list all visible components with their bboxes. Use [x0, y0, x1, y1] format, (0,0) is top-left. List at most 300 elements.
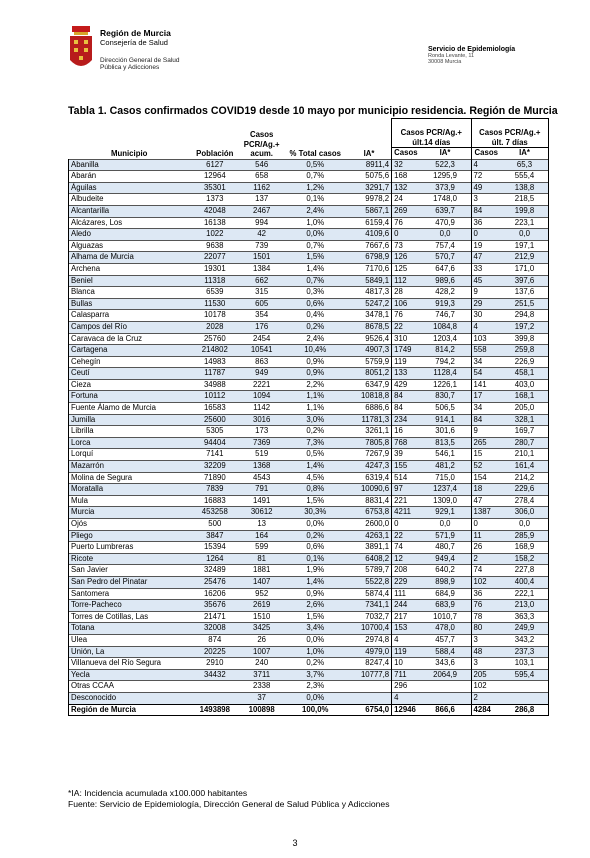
table-cell: Blanca: [69, 287, 190, 299]
table-cell: 22: [392, 530, 420, 542]
table-cell: 3478,1: [347, 310, 392, 322]
table-cell: 1226,1: [420, 379, 471, 391]
table-cell: 1748,0: [420, 194, 471, 206]
col-header-ia7: IA*: [501, 148, 549, 160]
table-cell: 2,4%: [284, 205, 347, 217]
table-cell: 949: [240, 368, 284, 380]
table-cell: 546,1: [420, 449, 471, 461]
table-row: [69, 600, 549, 612]
table-cell: 0,2%: [284, 426, 347, 438]
table-cell: 103,1: [501, 658, 549, 670]
table-cell: 7170,6: [347, 263, 392, 275]
table-row: [69, 403, 549, 415]
table-cell: 19: [471, 240, 501, 252]
table-cell: 5522,8: [347, 576, 392, 588]
table-cell: 11787: [190, 368, 240, 380]
table-cell: Otras CCAA: [69, 681, 190, 693]
table-cell: 328,1: [501, 414, 549, 426]
table-cell: 794,2: [420, 356, 471, 368]
cases-table: [68, 118, 549, 716]
table-cell: 711: [392, 669, 420, 681]
table-cell: 662: [240, 275, 284, 287]
table-row: [69, 530, 549, 542]
table-cell: 0,9%: [284, 356, 347, 368]
table-cell: 37: [240, 692, 284, 704]
table-row: [69, 426, 549, 438]
table-cell: 814,2: [420, 345, 471, 357]
table-cell: 94404: [190, 437, 240, 449]
table-cell: 14983: [190, 356, 240, 368]
table-cell: 76: [392, 217, 420, 229]
table-cell: 210,1: [501, 449, 549, 461]
table-cell: 3291,7: [347, 182, 392, 194]
service-header: [428, 46, 515, 65]
table-cell: 658: [240, 171, 284, 183]
table-cell: 16883: [190, 495, 240, 507]
col-header-pct-total: % Total casos: [289, 149, 341, 159]
table-cell: 506,5: [420, 403, 471, 415]
table-cell: 12964: [190, 171, 240, 183]
table-cell: 571,9: [420, 530, 471, 542]
total-cell: Región de Murcia: [69, 704, 190, 716]
table-cell: 595,4: [501, 669, 549, 681]
table-cell: 0,0%: [284, 229, 347, 241]
table-cell: 428,2: [420, 287, 471, 299]
table-cell: 33: [471, 263, 501, 275]
table-cell: 0,7%: [284, 171, 347, 183]
table-cell: Desconocido: [69, 692, 190, 704]
table-cell: 0,1%: [284, 194, 347, 206]
table-cell: 168,9: [501, 542, 549, 554]
table-row: [69, 356, 549, 368]
table-cell: 1203,4: [420, 333, 471, 345]
table-cell: 280,7: [501, 437, 549, 449]
table-cell: 169,7: [501, 426, 549, 438]
table-cell: 1368: [240, 461, 284, 473]
table-row: [69, 263, 549, 275]
table-cell: 0,3%: [284, 287, 347, 299]
table-cell: 1,4%: [284, 263, 347, 275]
table-cell: 2028: [190, 321, 240, 333]
table-cell: 39: [392, 449, 420, 461]
table-cell: 1,5%: [284, 611, 347, 623]
region-crest-icon: [68, 26, 94, 74]
address-line1: Ronda Levante, 11: [428, 53, 475, 59]
table-cell: [347, 681, 392, 693]
table-cell: Alcantarilla: [69, 205, 190, 217]
table-cell: 32008: [190, 623, 240, 635]
table-cell: 1084,8: [420, 321, 471, 333]
table-cell: Ricote: [69, 553, 190, 565]
table-cell: 4,5%: [284, 472, 347, 484]
table-cell: 6319,4: [347, 472, 392, 484]
table-cell: 0,2%: [284, 321, 347, 333]
table-cell: 10541: [240, 345, 284, 357]
table-cell: 1510: [240, 611, 284, 623]
table-cell: 74: [392, 542, 420, 554]
table-cell: Pliego: [69, 530, 190, 542]
table-cell: 684,9: [420, 588, 471, 600]
table-cell: 1384: [240, 263, 284, 275]
table-cell: 168: [392, 171, 420, 183]
table-cell: 141: [471, 379, 501, 391]
table-cell: 35301: [190, 182, 240, 194]
table-cell: 47: [471, 252, 501, 264]
table-cell: 830,7: [420, 391, 471, 403]
table-cell: 32489: [190, 565, 240, 577]
table-cell: 6408,2: [347, 553, 392, 565]
table-row: [69, 379, 549, 391]
table-cell: 500: [190, 519, 240, 531]
table-cell: 52: [471, 461, 501, 473]
table-row: [69, 495, 549, 507]
table-cell: 11: [471, 530, 501, 542]
table-cell: 49: [471, 182, 501, 194]
table-cell: San Javier: [69, 565, 190, 577]
total-cell: 100898: [240, 704, 284, 716]
total-cell: 12946: [392, 704, 420, 716]
table-cell: 522,3: [420, 159, 471, 171]
table-cell: Aledo: [69, 229, 190, 241]
table-cell: 1,5%: [284, 495, 347, 507]
table-cell: [190, 681, 240, 693]
table-cell: 914,1: [420, 414, 471, 426]
table-cell: 9526,4: [347, 333, 392, 345]
table-cell: 265: [471, 437, 501, 449]
table-cell: 470,9: [420, 217, 471, 229]
table-cell: 222,1: [501, 588, 549, 600]
table-cell: 5759,9: [347, 356, 392, 368]
table-cell: 0,7%: [284, 240, 347, 252]
table-notes: [68, 788, 390, 810]
table-cell: Fortuna: [69, 391, 190, 403]
total-cell: 866,6: [420, 704, 471, 716]
col-header-ia: IA*: [363, 149, 375, 159]
table-cell: Cartagena: [69, 345, 190, 357]
table-cell: Molina de Segura: [69, 472, 190, 484]
table-cell: 403,0: [501, 379, 549, 391]
table-cell: 47: [471, 495, 501, 507]
table-cell: 6159,4: [347, 217, 392, 229]
table-cell: 15394: [190, 542, 240, 554]
col-header-casos7: Casos: [474, 148, 498, 157]
table-cell: 3711: [240, 669, 284, 681]
table-row: [69, 159, 549, 171]
table-row: [69, 217, 549, 229]
table-cell: Ulea: [69, 634, 190, 646]
table-cell: 32209: [190, 461, 240, 473]
table-cell: 1373: [190, 194, 240, 206]
table-cell: 791: [240, 484, 284, 496]
table-cell: 251,5: [501, 298, 549, 310]
table-cell: 8247,4: [347, 658, 392, 670]
table-row: [69, 310, 549, 322]
table-row: [69, 437, 549, 449]
table-row: [69, 646, 549, 658]
table-cell: 237,3: [501, 646, 549, 658]
table-cell: 0: [471, 519, 501, 531]
table-cell: 106: [392, 298, 420, 310]
table-cell: Alguazas: [69, 240, 190, 252]
table-cell: 173: [240, 426, 284, 438]
table-cell: 234: [392, 414, 420, 426]
table-cell: 74: [471, 565, 501, 577]
table-cell: 4979,0: [347, 646, 392, 658]
table-cell: 3261,1: [347, 426, 392, 438]
table-title: Tabla 1. Casos confirmados COVID19 desde 10 mayo por municipio residencia. Región de Murcia: [68, 105, 558, 117]
table-cell: 8831,4: [347, 495, 392, 507]
table-cell: 20225: [190, 646, 240, 658]
table-cell: 0,5%: [284, 159, 347, 171]
table-cell: 36: [471, 588, 501, 600]
table-cell: 929,1: [420, 507, 471, 519]
table-cell: 0,4%: [284, 310, 347, 322]
table-cell: 0,0%: [284, 634, 347, 646]
table-cell: 16583: [190, 403, 240, 415]
table-cell: 72: [471, 171, 501, 183]
table-cell: 9638: [190, 240, 240, 252]
table-cell: 310: [392, 333, 420, 345]
table-cell: 7369: [240, 437, 284, 449]
table-cell: 25476: [190, 576, 240, 588]
table-cell: 205: [471, 669, 501, 681]
table-cell: 6886,6: [347, 403, 392, 415]
table-row: [69, 414, 549, 426]
table-row: [69, 391, 549, 403]
table-cell: 1295,9: [420, 171, 471, 183]
table-cell: 546: [240, 159, 284, 171]
table-cell: 457,7: [420, 634, 471, 646]
table-row: [69, 171, 549, 183]
table-cell: 81: [240, 553, 284, 565]
table-cell: 480,7: [420, 542, 471, 554]
table-cell: 42: [240, 229, 284, 241]
table-cell: 599: [240, 542, 284, 554]
table-cell: 244: [392, 600, 420, 612]
table-cell: 4211: [392, 507, 420, 519]
table-cell: 18: [471, 484, 501, 496]
table-cell: 0,9%: [284, 588, 347, 600]
table-cell: 11781,3: [347, 414, 392, 426]
table-cell: 647,6: [420, 263, 471, 275]
table-row: [69, 275, 549, 287]
table-cell: 1162: [240, 182, 284, 194]
table-cell: 1491: [240, 495, 284, 507]
table-cell: 989,6: [420, 275, 471, 287]
table-cell: 558: [471, 345, 501, 357]
table-row: [69, 472, 549, 484]
table-cell: 1387: [471, 507, 501, 519]
table-cell: 2: [471, 553, 501, 565]
table-cell: 478,0: [420, 623, 471, 635]
table-row: [69, 368, 549, 380]
table-cell: 1022: [190, 229, 240, 241]
table-cell: 0,6%: [284, 298, 347, 310]
table-cell: 84: [471, 414, 501, 426]
table-cell: 8911,4: [347, 159, 392, 171]
table-cell: 301,6: [420, 426, 471, 438]
table-cell: 155: [392, 461, 420, 473]
table-cell: 32: [392, 159, 420, 171]
table-cell: 119: [392, 646, 420, 658]
table-cell: 4: [471, 159, 501, 171]
table-cell: 1,4%: [284, 461, 347, 473]
table-row: [69, 229, 549, 241]
table-cell: Fuente Álamo de Murcia: [69, 403, 190, 415]
table-row: [69, 333, 549, 345]
org-dg-line1: Dirección General de Salud: [100, 57, 180, 64]
table-cell: Torre-Pacheco: [69, 600, 190, 612]
table-cell: 4817,3: [347, 287, 392, 299]
table-cell: 223,1: [501, 217, 549, 229]
table-cell: 0,6%: [284, 542, 347, 554]
table-cell: 36: [471, 217, 501, 229]
table-row: [69, 576, 549, 588]
table-cell: 0,0: [420, 519, 471, 531]
table-cell: 0,2%: [284, 530, 347, 542]
table-cell: Lorca: [69, 437, 190, 449]
table-cell: 3,4%: [284, 623, 347, 635]
table-cell: 103: [471, 333, 501, 345]
table-cell: 0,9%: [284, 368, 347, 380]
table-row: [69, 252, 549, 264]
address-line2: 30008 Murcia: [428, 59, 462, 65]
table-cell: 5874,4: [347, 588, 392, 600]
table-row: [69, 345, 549, 357]
table-cell: 481,2: [420, 461, 471, 473]
table-cell: 863: [240, 356, 284, 368]
org-name: Región de Murcia: [100, 28, 171, 38]
table-cell: 952: [240, 588, 284, 600]
table-cell: 343,6: [420, 658, 471, 670]
table-cell: 138,8: [501, 182, 549, 194]
table-cell: 1,4%: [284, 576, 347, 588]
table-cell: 8678,5: [347, 321, 392, 333]
col-header-municipio: Municipio: [111, 149, 148, 159]
table-cell: 102: [471, 681, 501, 693]
table-cell: 1237,4: [420, 484, 471, 496]
table-cell: 6798,9: [347, 252, 392, 264]
table-cell: Alhama de Murcia: [69, 252, 190, 264]
table-row: [69, 484, 549, 496]
table-cell: 2,6%: [284, 600, 347, 612]
table-cell: San Pedro del Pinatar: [69, 576, 190, 588]
table-body: [69, 159, 549, 716]
table-cell: 768: [392, 437, 420, 449]
table-cell: Abanilla: [69, 159, 190, 171]
table-cell: 25760: [190, 333, 240, 345]
table-cell: 874: [190, 634, 240, 646]
table-cell: 739: [240, 240, 284, 252]
table-cell: 0,2%: [284, 658, 347, 670]
table-cell: 3891,1: [347, 542, 392, 554]
table-cell: 7667,6: [347, 240, 392, 252]
total-cell: 1493898: [190, 704, 240, 716]
table-cell: 2974,8: [347, 634, 392, 646]
table-cell: 161,4: [501, 461, 549, 473]
table-cell: 34432: [190, 669, 240, 681]
table-cell: 214802: [190, 345, 240, 357]
table-cell: 6347,9: [347, 379, 392, 391]
table-cell: 570,7: [420, 252, 471, 264]
table-cell: 639,7: [420, 205, 471, 217]
table-cell: 84: [471, 205, 501, 217]
table-cell: 34: [471, 403, 501, 415]
table-cell: 102: [471, 576, 501, 588]
table-cell: 28: [392, 287, 420, 299]
table-cell: 12: [392, 553, 420, 565]
col-header-casos14: Casos: [392, 148, 420, 160]
table-cell: 153: [392, 623, 420, 635]
table-cell: 5789,7: [347, 565, 392, 577]
table-cell: 399,8: [501, 333, 549, 345]
table-cell: 453258: [190, 507, 240, 519]
table-cell: 1309,0: [420, 495, 471, 507]
table-row: [69, 321, 549, 333]
table-cell: 0,8%: [284, 484, 347, 496]
table-cell: 5075,6: [347, 171, 392, 183]
source-note: Fuente: Servicio de Epidemiología, Dirección General de Salud Pública y Adicciones: [68, 799, 390, 809]
table-cell: 3,7%: [284, 669, 347, 681]
table-cell: 217: [392, 611, 420, 623]
table-cell: 0,5%: [284, 449, 347, 461]
table-cell: 30: [471, 310, 501, 322]
table-cell: Villanueva del Río Segura: [69, 658, 190, 670]
table-cell: Ojós: [69, 519, 190, 531]
table-cell: 6127: [190, 159, 240, 171]
col-header-ia14: IA*: [420, 148, 471, 160]
table-cell: Lorquí: [69, 449, 190, 461]
table-cell: 343,2: [501, 634, 549, 646]
table-cell: 119: [392, 356, 420, 368]
table-row: [69, 182, 549, 194]
table-cell: 555,4: [501, 171, 549, 183]
table-row: [69, 298, 549, 310]
table-cell: 7032,7: [347, 611, 392, 623]
table-cell: 229,6: [501, 484, 549, 496]
total-row: [69, 704, 549, 716]
table-cell: [420, 692, 471, 704]
table-cell: Alcázares, Los: [69, 217, 190, 229]
table-cell: 132: [392, 182, 420, 194]
table-cell: 757,4: [420, 240, 471, 252]
table-cell: 5247,2: [347, 298, 392, 310]
table-cell: 994: [240, 217, 284, 229]
table-cell: Mazarrón: [69, 461, 190, 473]
total-cell: 4284: [471, 704, 501, 716]
table-cell: 4247,3: [347, 461, 392, 473]
table-cell: 10: [392, 658, 420, 670]
table-cell: 315: [240, 287, 284, 299]
table-row: [69, 634, 549, 646]
table-cell: 0: [392, 519, 420, 531]
table-cell: 1,0%: [284, 646, 347, 658]
table-cell: 1,1%: [284, 391, 347, 403]
table-row: [69, 611, 549, 623]
table-cell: 3: [471, 658, 501, 670]
table-cell: 294,8: [501, 310, 549, 322]
table-cell: 2454: [240, 333, 284, 345]
table-cell: 4543: [240, 472, 284, 484]
table-cell: Cieza: [69, 379, 190, 391]
table-cell: 2,4%: [284, 333, 347, 345]
table-cell: 0: [471, 229, 501, 241]
table-cell: 226,9: [501, 356, 549, 368]
table-row: [69, 519, 549, 531]
table-cell: Torres de Cotillas, Las: [69, 611, 190, 623]
table-cell: 3: [471, 194, 501, 206]
table-cell: 199,8: [501, 205, 549, 217]
